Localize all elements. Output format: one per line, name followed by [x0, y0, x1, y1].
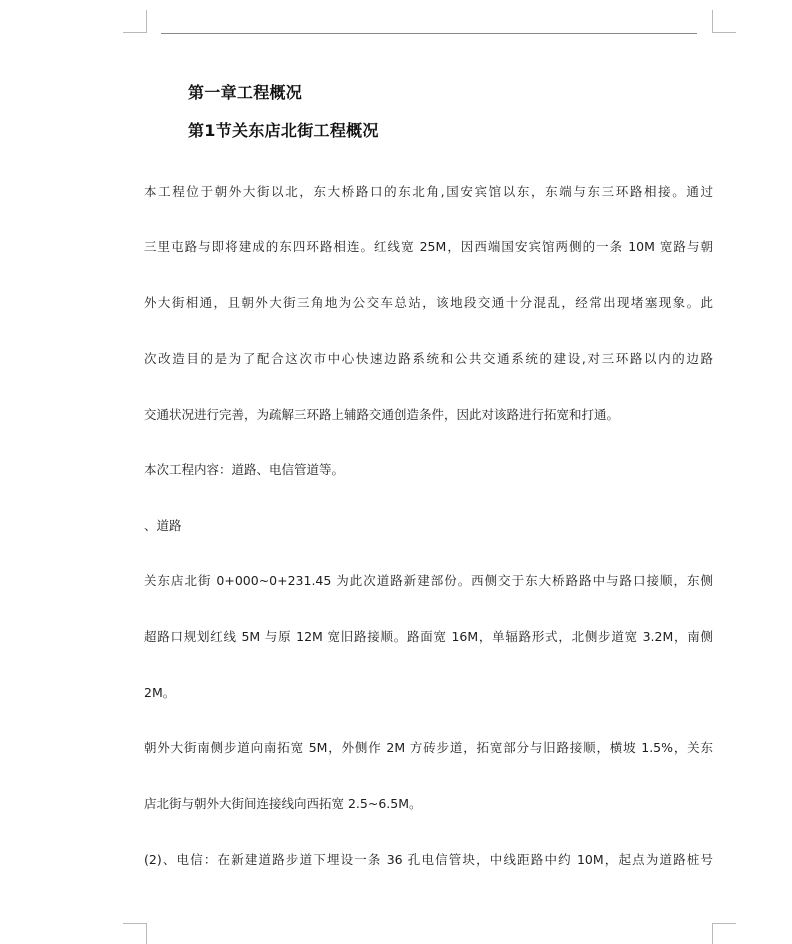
- paragraph-line: 2M。: [144, 685, 176, 700]
- paragraph-line: 外大街相通，且朝外大街三角地为公交车总站，该地段交通十分混乱，经常出现堵塞现象。此: [144, 295, 713, 310]
- paragraph-line: 超路口规划红线 5M 与原 12M 宽旧路接顺。路面宽 16M，单辐路形式，北侧步道宽 3.2M，南侧: [144, 629, 713, 644]
- paragraph-line: 交通状况进行完善，为疏解三环路上辅路交通创造条件，因此对该路进行拓宽和打通。: [144, 407, 620, 422]
- chapter-title: 第一章工程概况: [188, 83, 303, 102]
- section-title: 第1节关东店北街工程概况: [188, 121, 379, 140]
- paragraph-line: 三里屯路与即将建成的东四环路相连。红线宽 25M，因西端国安宾馆两侧的一条 10M 宽路与朝: [144, 239, 713, 254]
- page-corner-mark-bottom-left: [123, 923, 147, 944]
- paragraph-line: 关东店北街 0+000~0+231.45 为此次道路新建部份。西侧交于东大桥路路中与路口接顺，东侧: [144, 573, 713, 588]
- page-corner-mark-top-right: [712, 10, 736, 33]
- header-rule: [161, 33, 697, 34]
- list-item-heading: 、道路: [144, 518, 182, 533]
- paragraph-line: (2)、电信：在新建道路步道下埋设一条 36 孔电信管块，中线距路中约 10M，起点为道路桩号: [144, 852, 713, 867]
- paragraph-line: 店北街与朝外大街间连接线向西拓宽 2.5~6.5M。: [144, 796, 422, 811]
- paragraph-line: 朝外大街南侧步道向南拓宽 5M，外侧作 2M 方砖步道，拓宽部分与旧路接顺，横坡 1.5%，关东: [144, 740, 713, 755]
- page-corner-mark-bottom-right: [712, 923, 736, 944]
- page-corner-mark-top-left: [123, 10, 147, 33]
- paragraph-line: 次改造目的是为了配合这次市中心快速边路系统和公共交通系统的建设,对三环路以内的边路: [144, 351, 713, 366]
- paragraph-line: 本工程位于朝外大街以北，东大桥路口的东北角,国安宾馆以东，东端与东三环路相接。通过: [144, 184, 713, 199]
- paragraph-line: 本次工程内容：道路、电信管道等。: [144, 462, 345, 477]
